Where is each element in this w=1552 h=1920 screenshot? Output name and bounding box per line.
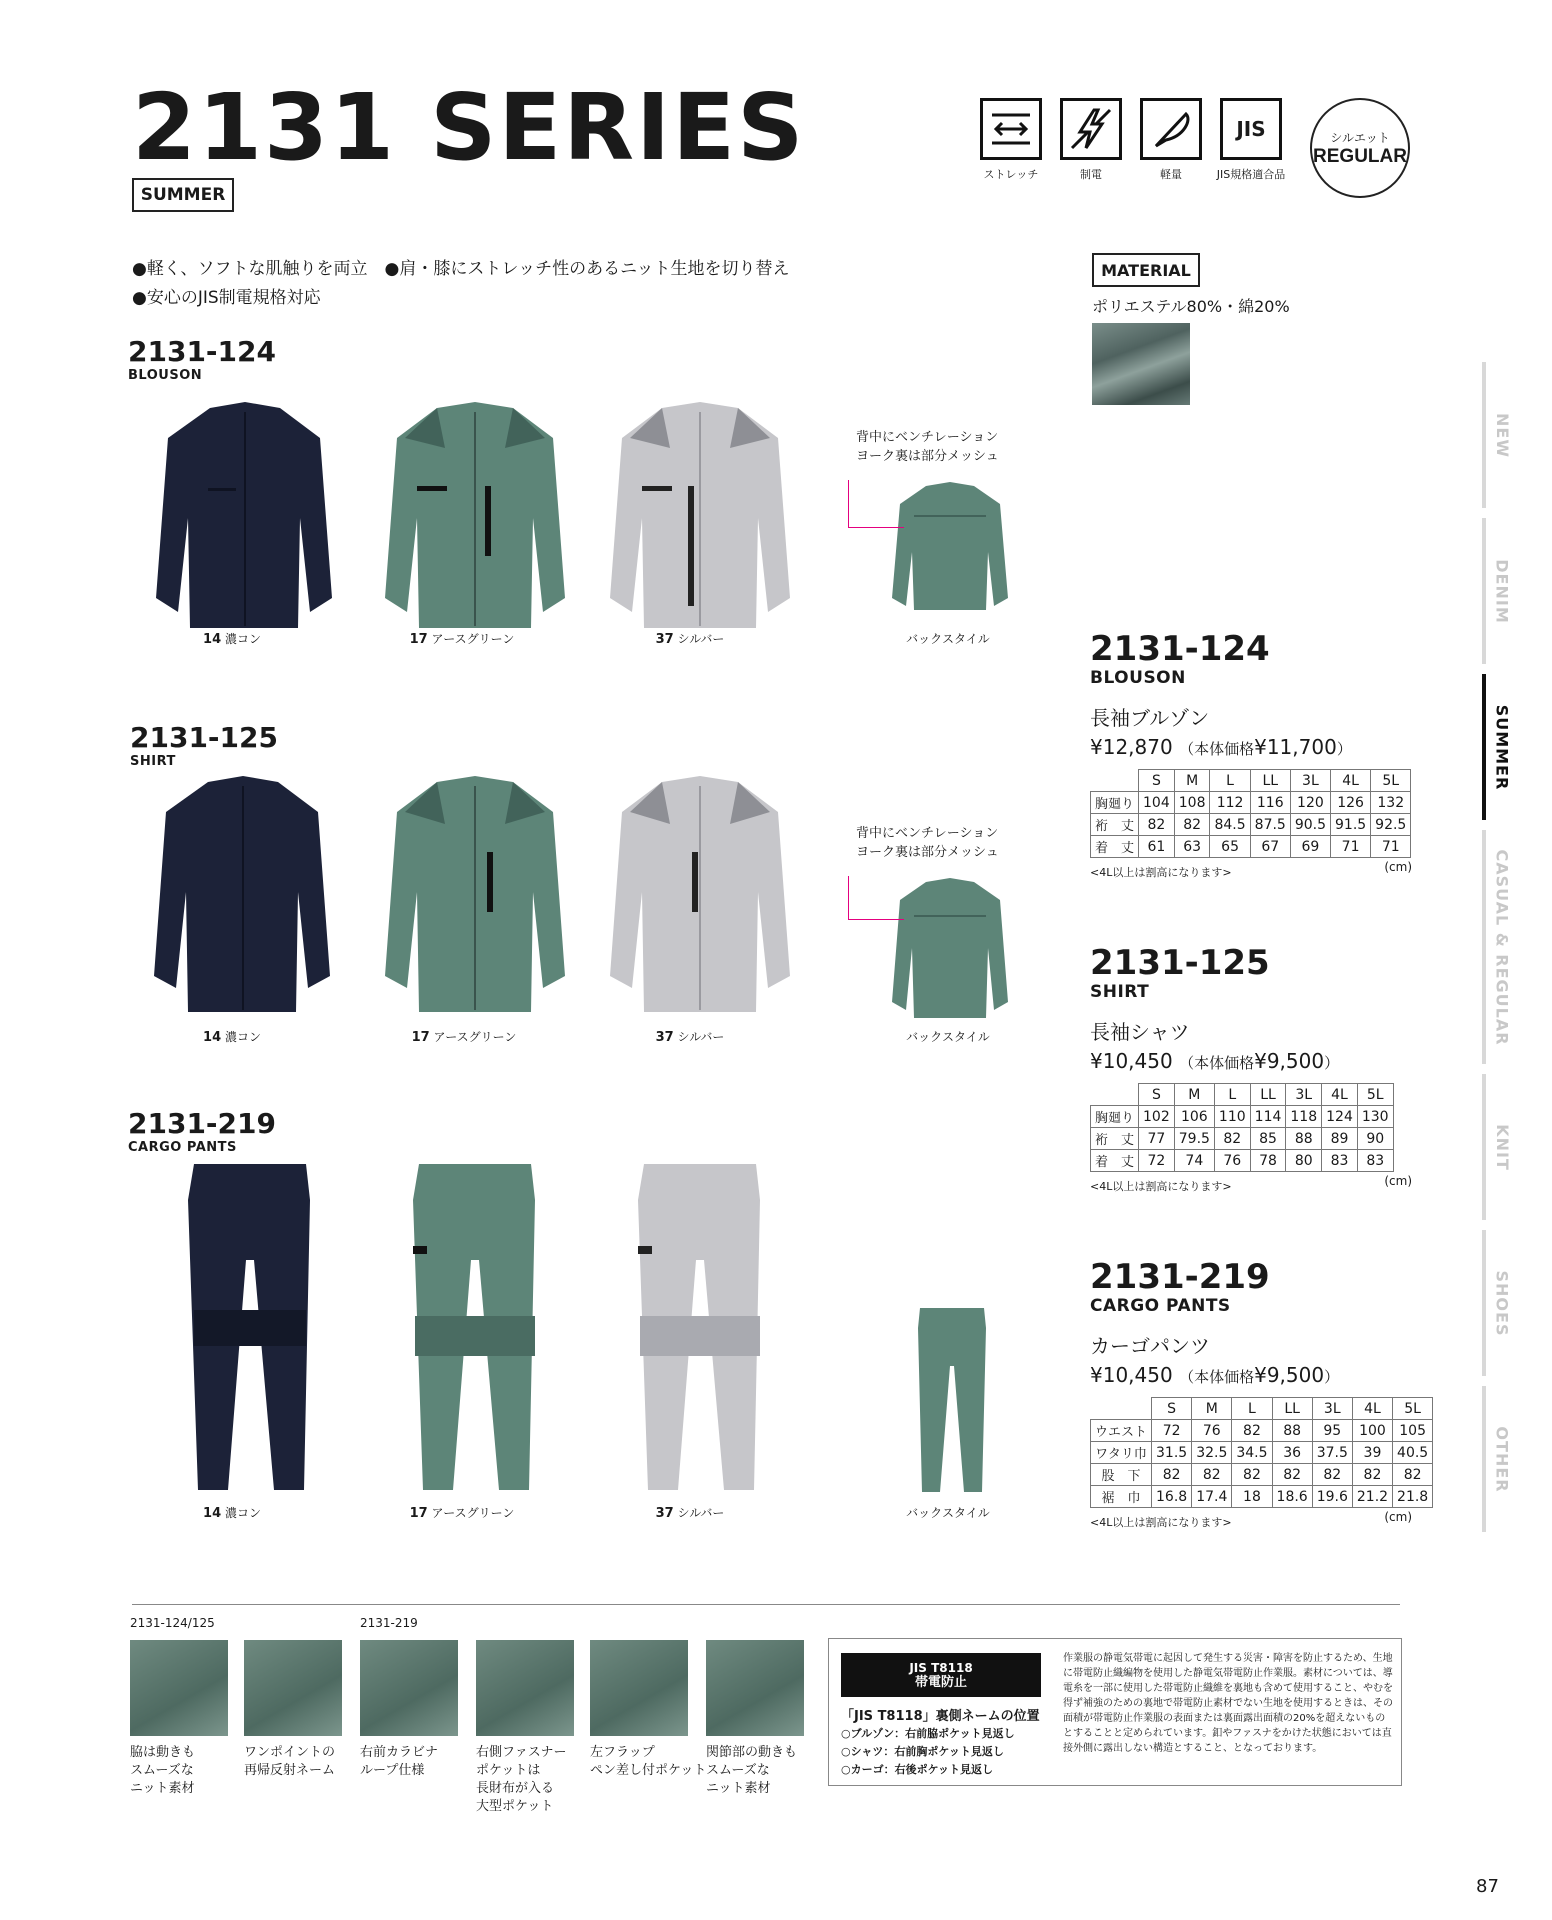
blouson-green-photo xyxy=(375,398,575,638)
caption xyxy=(410,630,515,647)
row-label: 股 下 xyxy=(1091,1464,1152,1486)
size-header: L xyxy=(1210,770,1250,792)
cell: 132 xyxy=(1371,792,1411,814)
cell: 91.5 xyxy=(1331,814,1371,836)
detail-line: 右前カラビナ xyxy=(360,1745,439,1760)
tab-label: DENIM xyxy=(1492,558,1512,624)
logo-line: JIS T8118 xyxy=(909,1660,973,1675)
detail-line: 長財布が入る xyxy=(476,1781,555,1796)
pants-navy-photo xyxy=(180,1160,320,1500)
jis-list-item: ○シャツ：右前胸ポケット見返し xyxy=(841,1745,1004,1758)
cell: 79.5 xyxy=(1174,1128,1214,1150)
caption-color: アースグリーン xyxy=(433,1030,517,1044)
size-table xyxy=(1090,1083,1394,1172)
cell: 82 xyxy=(1214,1128,1250,1150)
shirt-navy-photo xyxy=(148,772,338,1022)
cell: 85 xyxy=(1250,1128,1286,1150)
base-price: ¥9,500 xyxy=(1254,1049,1325,1073)
table-note xyxy=(1090,1510,1412,1530)
cell: 82 xyxy=(1152,1464,1192,1486)
detail-photo-carabiner-loop xyxy=(360,1640,458,1736)
detail-text xyxy=(130,1744,195,1798)
material-text: ポリエステル80%・綿20% xyxy=(1092,297,1290,316)
blouson-back-photo xyxy=(888,480,1012,615)
cell: 114 xyxy=(1250,1106,1286,1128)
cell: 69 xyxy=(1290,836,1330,858)
section-divider xyxy=(132,1604,1400,1605)
table-row xyxy=(1091,1150,1394,1172)
tab-denim[interactable] xyxy=(1482,518,1522,664)
cell: 90 xyxy=(1357,1128,1393,1150)
cell: 37.5 xyxy=(1312,1442,1352,1464)
jis-title: 「JIS T8118」裏側ネームの位置 xyxy=(841,1709,1040,1724)
detail-photo-knit-side xyxy=(130,1640,228,1736)
size-header: LL xyxy=(1250,1084,1286,1106)
cell: 82 xyxy=(1232,1420,1272,1442)
tab-label: NEW xyxy=(1492,412,1512,458)
table-row xyxy=(1091,1486,1433,1508)
detail-price xyxy=(1090,1049,1412,1073)
caption xyxy=(656,1028,725,1045)
shirt-green-photo xyxy=(375,772,575,1022)
tab-knit[interactable] xyxy=(1482,1074,1522,1220)
caption-num: 37 xyxy=(655,1506,674,1521)
callout-line xyxy=(848,527,904,528)
caption-num: 17 xyxy=(409,1506,428,1521)
detail-price xyxy=(1090,1363,1412,1387)
cell: 31.5 xyxy=(1152,1442,1192,1464)
cell: 80 xyxy=(1286,1150,1322,1172)
size-header: S xyxy=(1152,1398,1192,1420)
jis-t8118-logo xyxy=(841,1653,1041,1697)
note-line: 背中にベンチレーション xyxy=(856,826,999,841)
price-value: ¥10,450 xyxy=(1090,1049,1173,1073)
table-row xyxy=(1091,792,1411,814)
base-label: （本体価格 xyxy=(1179,740,1255,758)
callout-line xyxy=(848,876,849,919)
section-code: 2131-125 xyxy=(130,721,278,754)
table-row xyxy=(1091,1128,1394,1150)
tab-new[interactable] xyxy=(1482,362,1522,508)
row-label: 胸廻り xyxy=(1091,1106,1139,1128)
tab-label: SUMMER xyxy=(1492,704,1512,790)
feature-bullets xyxy=(132,255,789,313)
detail-text xyxy=(590,1744,706,1780)
feature-antistatic xyxy=(1058,98,1124,182)
section-header-cargo xyxy=(128,1107,276,1155)
jis-list-item: ○カーゴ：右後ポケット見返し xyxy=(841,1763,994,1776)
size-header: 5L xyxy=(1393,1398,1433,1420)
unit-label: (cm) xyxy=(1384,1510,1412,1524)
row-label: 着 丈 xyxy=(1091,836,1139,858)
section-header-shirt xyxy=(130,721,278,769)
cell: 71 xyxy=(1371,836,1411,858)
caption-color: シルバー xyxy=(677,1030,725,1044)
detail-code: 2131-219 xyxy=(1090,1257,1270,1297)
size-header: 4L xyxy=(1352,1398,1392,1420)
cell: 104 xyxy=(1139,792,1175,814)
table-note xyxy=(1090,860,1412,880)
shirt-silver-photo xyxy=(600,772,800,1022)
cell: 110 xyxy=(1214,1106,1250,1128)
table-note xyxy=(1090,1174,1412,1194)
caption xyxy=(906,630,990,647)
detail-type: CARGO PANTS xyxy=(1090,1296,1231,1316)
caption xyxy=(203,1028,261,1045)
caption xyxy=(203,1504,261,1521)
bullet-line: ●安心のJIS制電規格対応 xyxy=(132,288,321,308)
caption xyxy=(656,630,725,647)
detail-line: ニット素材 xyxy=(706,1781,771,1796)
table-row xyxy=(1091,1442,1433,1464)
feature-label: 軽量 xyxy=(1160,168,1182,181)
cell: 82 xyxy=(1393,1464,1433,1486)
feature-jis xyxy=(1218,98,1284,182)
size-header: M xyxy=(1192,1398,1232,1420)
caption xyxy=(412,1028,517,1045)
caption xyxy=(656,1504,725,1521)
cell: 112 xyxy=(1210,792,1250,814)
size-header: M xyxy=(1174,770,1210,792)
jis-description: 作業服の静電気帯電に起因して発生する災害・障害を防止するため、生地に帯電防止織編物を使用した静電気帯電防止作業服。素材については、導電糸を一部に使用した帯電防止織維を裏地も含めて使用すること、やむを得ず補強のための裏地で帯電防止素材でない生地を使用するときは、その面積が帯電防止作業服の表面または裏面露出面積の20%を超えないものとすることと定められています。釦やファスナをかけた状態においては直接外側に露出しない構造とすること、となっております。 xyxy=(1063,1653,1393,1754)
row-label: ウエスト xyxy=(1091,1420,1152,1442)
detail-group-label: 2131-219 xyxy=(360,1616,418,1630)
detail-photo-zip-pocket xyxy=(476,1640,574,1736)
detail-text xyxy=(360,1744,438,1780)
base-close: ） xyxy=(1336,740,1352,758)
detail-line: ペン差し付ポケット xyxy=(590,1763,707,1778)
detail-type: SHIRT xyxy=(1090,982,1150,1002)
detail-line: ループ仕様 xyxy=(360,1763,425,1778)
caption-color: バックスタイル xyxy=(906,1506,990,1520)
table-row xyxy=(1091,836,1411,858)
size-header: 4L xyxy=(1331,770,1371,792)
detail-line: 関節部の動きも xyxy=(706,1745,798,1760)
cell: 21.8 xyxy=(1393,1486,1433,1508)
ventilation-note xyxy=(856,824,999,862)
section-header-blouson xyxy=(128,335,276,383)
cell: 18 xyxy=(1232,1486,1272,1508)
season-badge: SUMMER xyxy=(132,178,234,212)
unit-label: (cm) xyxy=(1384,860,1412,874)
cell: 36 xyxy=(1272,1442,1312,1464)
cell: 102 xyxy=(1139,1106,1175,1128)
cell: 39 xyxy=(1352,1442,1392,1464)
cell: 92.5 xyxy=(1371,814,1411,836)
row-label: 着 丈 xyxy=(1091,1150,1139,1172)
feature-lightweight xyxy=(1138,98,1204,182)
cell: 72 xyxy=(1152,1420,1192,1442)
cell: 65 xyxy=(1210,836,1250,858)
caption-num: 17 xyxy=(409,632,428,647)
row-label: 裾 巾 xyxy=(1091,1486,1152,1508)
caption-color: アースグリーン xyxy=(431,1506,515,1520)
size-header: L xyxy=(1214,1084,1250,1106)
feature-label: JIS規格適合品 xyxy=(1216,168,1286,181)
section-code: 2131-219 xyxy=(128,1107,276,1140)
detail-text xyxy=(706,1744,797,1798)
cell: 21.2 xyxy=(1352,1486,1392,1508)
caption-num: 14 xyxy=(203,632,222,647)
cell: 19.6 xyxy=(1312,1486,1352,1508)
cell: 76 xyxy=(1214,1150,1250,1172)
callout-line xyxy=(848,480,849,527)
base-price: ¥9,500 xyxy=(1254,1363,1325,1387)
note-text: <4L以上は割高になります> xyxy=(1090,1180,1232,1193)
row-label: 胸廻り xyxy=(1091,792,1139,814)
caption-color: シルバー xyxy=(677,632,725,646)
cell: 82 xyxy=(1232,1464,1272,1486)
feature-label: ストレッチ xyxy=(983,168,1039,181)
cell: 82 xyxy=(1312,1464,1352,1486)
detail-line: ポケットは xyxy=(476,1763,541,1778)
base-price: ¥11,700 xyxy=(1254,735,1337,759)
cell: 120 xyxy=(1290,792,1330,814)
cell: 82 xyxy=(1139,814,1175,836)
pants-silver-photo xyxy=(630,1160,770,1500)
caption xyxy=(906,1028,990,1045)
detail-price xyxy=(1090,735,1412,759)
blouson-silver-photo xyxy=(600,398,800,638)
cell: 77 xyxy=(1139,1128,1175,1150)
cell: 83 xyxy=(1357,1150,1393,1172)
caption xyxy=(906,1504,990,1521)
cell: 72 xyxy=(1139,1150,1175,1172)
cell: 116 xyxy=(1250,792,1290,814)
feather-icon xyxy=(1140,98,1202,160)
cell: 18.6 xyxy=(1272,1486,1312,1508)
blouson-navy-photo xyxy=(150,398,340,638)
detail-line: スムーズな xyxy=(130,1763,194,1778)
feature-label: 制電 xyxy=(1080,168,1102,181)
caption-num: 37 xyxy=(655,632,674,647)
size-header: 4L xyxy=(1322,1084,1358,1106)
detail-line: 再帰反射ネーム xyxy=(244,1763,336,1778)
cell: 71 xyxy=(1331,836,1371,858)
cell: 108 xyxy=(1174,792,1210,814)
detail-code: 2131-124 xyxy=(1090,629,1270,669)
detail-shirt xyxy=(1090,943,1412,1194)
cell: 88 xyxy=(1286,1128,1322,1150)
note-text: <4L以上は割高になります> xyxy=(1090,866,1232,879)
cell: 89 xyxy=(1322,1128,1358,1150)
size-table xyxy=(1090,1397,1433,1508)
cell: 82 xyxy=(1272,1464,1312,1486)
caption-color: 濃コン xyxy=(224,1506,261,1520)
detail-name: 長袖シャツ xyxy=(1090,1020,1190,1044)
pants-back-photo xyxy=(912,1306,992,1498)
cell: 118 xyxy=(1286,1106,1322,1128)
material-badge: MATERIAL xyxy=(1092,253,1200,287)
caption-color: バックスタイル xyxy=(906,1030,990,1044)
size-header: LL xyxy=(1272,1398,1312,1420)
cell: 67 xyxy=(1250,836,1290,858)
base-close: ） xyxy=(1324,1368,1340,1386)
tab-label: KNIT xyxy=(1492,1123,1512,1171)
cell: 40.5 xyxy=(1393,1442,1433,1464)
jis-list xyxy=(841,1725,1015,1779)
caption-num: 14 xyxy=(203,1506,222,1521)
cell: 95 xyxy=(1312,1420,1352,1442)
cell: 88 xyxy=(1272,1420,1312,1442)
cell: 130 xyxy=(1357,1106,1393,1128)
detail-text xyxy=(476,1744,566,1816)
table-row xyxy=(1091,1464,1433,1486)
cell: 78 xyxy=(1250,1150,1286,1172)
size-header: 3L xyxy=(1286,1084,1322,1106)
detail-photo-knee-knit xyxy=(706,1640,804,1736)
caption-num: 17 xyxy=(411,1030,430,1045)
stretch-icon xyxy=(980,98,1042,160)
jis-info-box xyxy=(828,1638,1402,1786)
cell: 100 xyxy=(1352,1420,1392,1442)
cell: 61 xyxy=(1139,836,1175,858)
tab-label: CASUAL & REGULAR xyxy=(1492,848,1512,1046)
note-text: <4L以上は割高になります> xyxy=(1090,1516,1232,1529)
caption-color: アースグリーン xyxy=(431,632,515,646)
cell: 124 xyxy=(1322,1106,1358,1128)
detail-line: スムーズな xyxy=(706,1763,770,1778)
detail-line: ワンポイントの xyxy=(244,1745,336,1760)
caption-num: 37 xyxy=(655,1030,674,1045)
shirt-back-photo xyxy=(888,876,1012,1022)
caption-color: 濃コン xyxy=(224,1030,261,1044)
feature-icons xyxy=(978,98,1284,182)
cell: 63 xyxy=(1174,836,1210,858)
feature-stretch xyxy=(978,98,1044,182)
cell: 76 xyxy=(1192,1420,1232,1442)
detail-type: BLOUSON xyxy=(1090,668,1186,688)
section-type: SHIRT xyxy=(130,754,176,769)
cell: 84.5 xyxy=(1210,814,1250,836)
callout-line xyxy=(848,919,904,920)
size-header: S xyxy=(1139,770,1175,792)
page-number: 87 xyxy=(1476,1876,1499,1897)
detail-line: 大型ポケット xyxy=(476,1799,554,1814)
detail-code: 2131-125 xyxy=(1090,943,1270,983)
tab-summer[interactable] xyxy=(1482,674,1522,820)
cell: 126 xyxy=(1331,792,1371,814)
note-line: 背中にベンチレーション xyxy=(856,430,999,445)
detail-text xyxy=(244,1744,335,1780)
tab-label: OTHER xyxy=(1492,1425,1512,1493)
detail-line: 左フラップ xyxy=(590,1745,655,1760)
size-header: 3L xyxy=(1312,1398,1352,1420)
price-value: ¥12,870 xyxy=(1090,735,1173,759)
caption-color: シルバー xyxy=(677,1506,725,1520)
detail-cargo xyxy=(1090,1257,1429,1530)
unit-label: (cm) xyxy=(1384,1174,1412,1188)
table-row xyxy=(1091,1106,1394,1128)
cell: 74 xyxy=(1174,1150,1214,1172)
antistatic-bolt-icon xyxy=(1060,98,1122,160)
size-header: LL xyxy=(1250,770,1290,792)
cell: 87.5 xyxy=(1250,814,1290,836)
section-type: CARGO PANTS xyxy=(128,1140,237,1155)
base-label: （本体価格 xyxy=(1179,1368,1255,1386)
price-value: ¥10,450 xyxy=(1090,1363,1173,1387)
tab-other[interactable] xyxy=(1482,1386,1522,1532)
silhouette-badge xyxy=(1310,98,1410,198)
cell: 16.8 xyxy=(1152,1486,1192,1508)
silhouette-value: REGULAR xyxy=(1313,145,1407,167)
caption xyxy=(203,630,261,647)
size-header: M xyxy=(1174,1084,1214,1106)
note-line: ヨーク裏は部分メッシュ xyxy=(856,845,999,860)
size-header: 5L xyxy=(1371,770,1411,792)
tab-label: SHOES xyxy=(1492,1270,1512,1336)
size-header: 3L xyxy=(1290,770,1330,792)
cell: 90.5 xyxy=(1290,814,1330,836)
detail-line: 右側ファスナー xyxy=(476,1745,567,1760)
jis-mark: JIS xyxy=(1236,117,1266,141)
section-type: BLOUSON xyxy=(128,368,203,383)
caption-num: 14 xyxy=(203,1030,222,1045)
table-row xyxy=(1091,1420,1433,1442)
cell: 34.5 xyxy=(1232,1442,1272,1464)
logo-line: 帯電防止 xyxy=(914,1674,967,1690)
cell: 83 xyxy=(1322,1150,1358,1172)
ventilation-note xyxy=(856,428,999,466)
detail-group-label: 2131-124/125 xyxy=(130,1616,215,1630)
detail-photo-pen-pocket xyxy=(590,1640,688,1736)
row-label: ワタリ巾 xyxy=(1091,1442,1152,1464)
fabric-swatch xyxy=(1092,323,1190,405)
cell: 106 xyxy=(1174,1106,1214,1128)
pants-green-photo xyxy=(405,1160,545,1500)
jis-list-item: ○ブルゾン：右前脇ポケット見返し xyxy=(841,1727,1015,1740)
caption xyxy=(410,1504,515,1521)
size-table xyxy=(1090,769,1411,858)
row-label: 裄 丈 xyxy=(1091,814,1139,836)
note-line: ヨーク裏は部分メッシュ xyxy=(856,449,999,464)
detail-line: ニット素材 xyxy=(130,1781,195,1796)
jis-icon xyxy=(1220,98,1282,160)
cell: 32.5 xyxy=(1192,1442,1232,1464)
row-label: 裄 丈 xyxy=(1091,1128,1139,1150)
tab-shoes[interactable] xyxy=(1482,1230,1522,1376)
size-header: 5L xyxy=(1357,1084,1393,1106)
detail-photo-reflective-name xyxy=(244,1640,342,1736)
silhouette-label: シルエット xyxy=(1330,130,1390,145)
bullet-line: ●軽く、ソフトな肌触りを両立 ●肩・膝にストレッチ性のあるニット生地を切り替え xyxy=(132,259,790,279)
base-label: （本体価格 xyxy=(1179,1054,1255,1072)
cell: 105 xyxy=(1393,1420,1433,1442)
series-title: 2131 SERIES xyxy=(132,74,806,181)
cell: 82 xyxy=(1174,814,1210,836)
size-header: S xyxy=(1139,1084,1175,1106)
caption-color: 濃コン xyxy=(224,632,261,646)
tab-casual-regular[interactable] xyxy=(1482,830,1522,1064)
cell: 82 xyxy=(1192,1464,1232,1486)
table-row xyxy=(1091,814,1411,836)
caption-color: バックスタイル xyxy=(906,632,990,646)
base-close: ） xyxy=(1324,1054,1340,1072)
detail-line: 脇は動きも xyxy=(130,1745,196,1760)
detail-name: カーゴパンツ xyxy=(1090,1334,1210,1358)
cell: 17.4 xyxy=(1192,1486,1232,1508)
size-header: L xyxy=(1232,1398,1272,1420)
detail-name: 長袖ブルゾン xyxy=(1090,706,1210,730)
cell: 82 xyxy=(1352,1464,1392,1486)
section-code: 2131-124 xyxy=(128,335,276,368)
detail-blouson xyxy=(1090,629,1412,880)
